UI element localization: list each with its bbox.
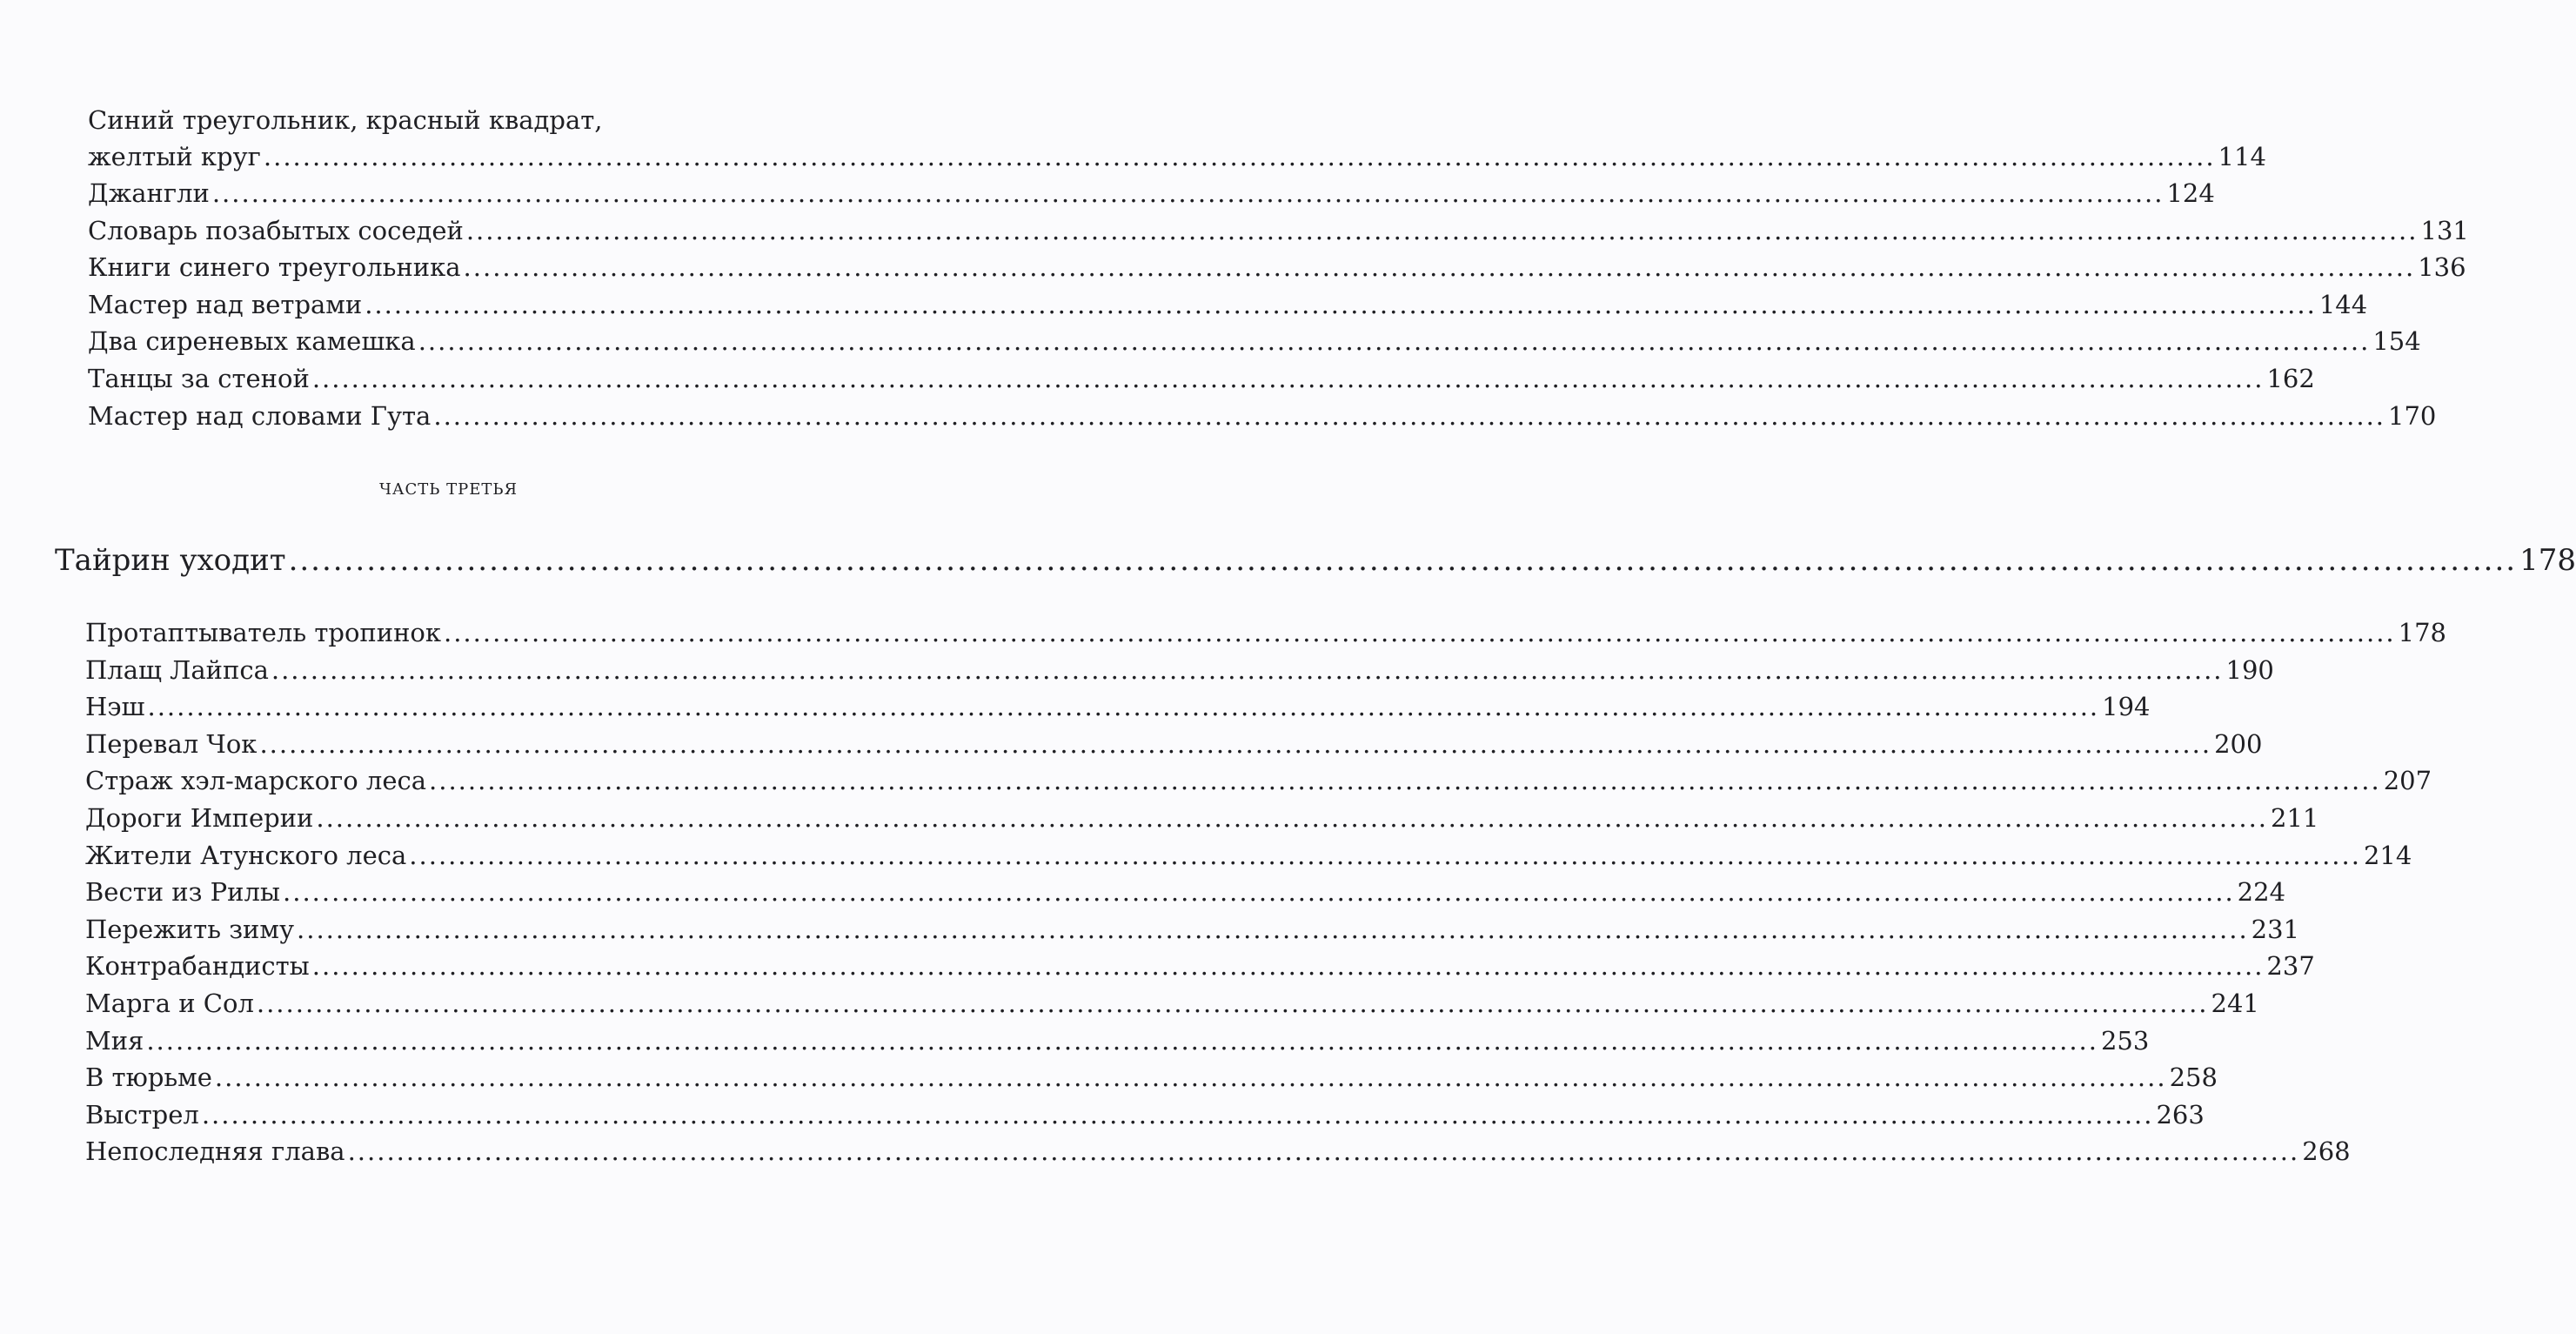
toc-entry-page: 162 <box>2266 364 2315 393</box>
toc-entry-title: Дороги Империи <box>85 803 314 833</box>
toc-entry[interactable] <box>85 654 2274 685</box>
toc-entry-page: 124 <box>2166 178 2215 208</box>
dot-leader: ........................................................................................................................................................................................................ <box>201 1099 2154 1130</box>
toc-entry[interactable] <box>88 364 2315 393</box>
toc-entry[interactable] <box>85 1136 2351 1167</box>
toc-entry[interactable] <box>85 766 2432 796</box>
toc-entry[interactable] <box>88 326 2421 357</box>
toc-entry-page: 207 <box>2383 766 2432 796</box>
toc-entry[interactable] <box>85 1099 2205 1130</box>
dot-leader: ........................................................................................................................................................................................................ <box>347 1136 2300 1167</box>
toc-entry[interactable] <box>88 400 2437 431</box>
toc-entry-title: Джангли <box>88 178 210 208</box>
toc-entry[interactable] <box>85 951 2315 982</box>
toc-entry-title: Книги синего треугольника <box>88 252 461 283</box>
toc-entry[interactable] <box>85 618 2447 647</box>
dot-leader: ........................................................................................................................................................................................................ <box>365 289 2317 319</box>
toc-entry-page: 214 <box>2363 840 2412 870</box>
toc-entry[interactable] <box>85 840 2412 870</box>
toc-part-title[interactable] <box>55 543 2576 578</box>
dot-leader: ........................................................................................................................................................................................................ <box>288 543 2518 578</box>
toc-entry-title: Пережить зиму <box>85 914 295 944</box>
toc-entry-page: 131 <box>2420 215 2469 245</box>
toc-entry-page: 144 <box>2318 289 2368 319</box>
toc-entry-title: В тюрьме <box>85 1063 212 1093</box>
toc-entry[interactable] <box>85 989 2259 1018</box>
toc-entry-page: 194 <box>2102 692 2151 722</box>
toc-entry-title: Два сиреневых камешка <box>88 326 416 357</box>
dot-leader: ........................................................................................................................................................................................................ <box>214 1063 2167 1093</box>
dot-leader: ........................................................................................................................................................................................................ <box>256 989 2209 1018</box>
dot-leader: ........................................................................................................................................................................................................ <box>316 803 2269 833</box>
dot-leader: ........................................................................................................................................................................................................ <box>429 766 2381 796</box>
toc-entry[interactable] <box>88 142 2266 171</box>
dot-leader: ........................................................................................................................................................................................................ <box>465 215 2419 245</box>
toc-entry-title: Страж хэл-марского леса <box>85 766 427 796</box>
toc-entry-page: 178 <box>2398 618 2447 647</box>
toc-entry[interactable] <box>85 1025 2150 1056</box>
toc-entry-page: 154 <box>2372 326 2421 357</box>
dot-leader: ........................................................................................................................................................................................................ <box>311 364 2265 393</box>
toc-entry[interactable] <box>85 877 2286 908</box>
toc-entry-title: Вести из Рилы <box>85 877 281 908</box>
toc-entry-page: 268 <box>2302 1136 2351 1167</box>
toc-entry-page: 263 <box>2156 1099 2205 1130</box>
toc-entry-page: 114 <box>2218 142 2266 171</box>
dot-leader: ........................................................................................................................................................................................................ <box>433 400 2386 431</box>
dot-leader: ........................................................................................................................................................................................................ <box>147 692 2100 722</box>
toc-entry-title: Марга и Сол <box>85 989 254 1018</box>
dot-leader: ........................................................................................................................................................................................................ <box>146 1025 2098 1056</box>
toc-entry[interactable] <box>85 1063 2218 1093</box>
toc-entry-title: Плащ Лайпса <box>85 654 269 685</box>
toc-entry-title: Словарь позабытых соседей <box>88 215 464 245</box>
toc-entry-title: Непоследняя глава <box>85 1136 345 1167</box>
toc-entry[interactable] <box>85 692 2151 722</box>
toc-entry-page: 241 <box>2211 989 2259 1018</box>
toc-entry[interactable] <box>88 215 2469 245</box>
dot-leader: ........................................................................................................................................................................................................ <box>263 142 2216 171</box>
toc-entry-page: 224 <box>2237 877 2286 908</box>
toc-entry-title: Жители Атунского леса <box>85 840 407 870</box>
toc-entry[interactable] <box>85 803 2319 833</box>
dot-leader: ........................................................................................................................................................................................................ <box>283 877 2235 908</box>
toc-entry-page: 211 <box>2271 803 2319 833</box>
toc-entry[interactable] <box>85 914 2300 944</box>
toc-entry-title: Мастер над словами Гута <box>88 400 432 431</box>
toc-entry[interactable] <box>88 289 2368 319</box>
dot-leader: ........................................................................................................................................................................................................ <box>463 252 2416 283</box>
part-heading: ЧАСТЬ ТРЕТЬЯ <box>378 480 519 499</box>
dot-leader: ........................................................................................................................................................................................................ <box>311 951 2265 982</box>
toc-entry-page: 237 <box>2266 951 2315 982</box>
dot-leader: ........................................................................................................................................................................................................ <box>444 618 2396 647</box>
toc-entry[interactable] <box>88 178 2215 208</box>
toc-entry-first-line: Синий треугольник, красный квадрат, <box>88 105 603 135</box>
toc-entry[interactable] <box>88 252 2466 283</box>
toc-entry-title: Перевал Чок <box>85 728 258 759</box>
toc-entry-title: Мастер над ветрами <box>88 289 363 319</box>
toc-entry-page: 231 <box>2251 914 2300 944</box>
toc-entry-page: 170 <box>2388 400 2437 431</box>
toc-entry-title: Контрабандисты <box>85 951 310 982</box>
toc-entry-title: Танцы за стеной <box>88 364 310 393</box>
toc-entry-page: 190 <box>2225 654 2274 685</box>
toc-entry-title: Тайрин уходит <box>55 543 286 578</box>
dot-leader: ........................................................................................................................................................................................................ <box>418 326 2371 357</box>
dot-leader: ........................................................................................................................................................................................................ <box>211 178 2165 208</box>
dot-leader: ........................................................................................................................................................................................................ <box>409 840 2361 870</box>
toc-entry-page: 258 <box>2169 1063 2218 1093</box>
toc-entry-title: Мия <box>85 1025 144 1056</box>
toc-entry-page: 253 <box>2100 1025 2150 1056</box>
toc-entry-page: 136 <box>2418 252 2466 283</box>
toc-entry[interactable] <box>85 728 2263 759</box>
toc-entry-title: Выстрел <box>85 1099 199 1130</box>
toc-entry-title: желтый круг <box>88 142 261 171</box>
toc-entry-title: Протаптыватель тропинок <box>85 618 441 647</box>
dot-leader: ........................................................................................................................................................................................................ <box>271 654 2224 685</box>
toc-entry-page: 200 <box>2214 728 2263 759</box>
dot-leader: ........................................................................................................................................................................................................ <box>259 728 2212 759</box>
dot-leader: ........................................................................................................................................................................................................ <box>297 914 2249 944</box>
toc-entry-title: Нэш <box>85 692 145 722</box>
toc-entry-page: 178 <box>2519 543 2576 578</box>
